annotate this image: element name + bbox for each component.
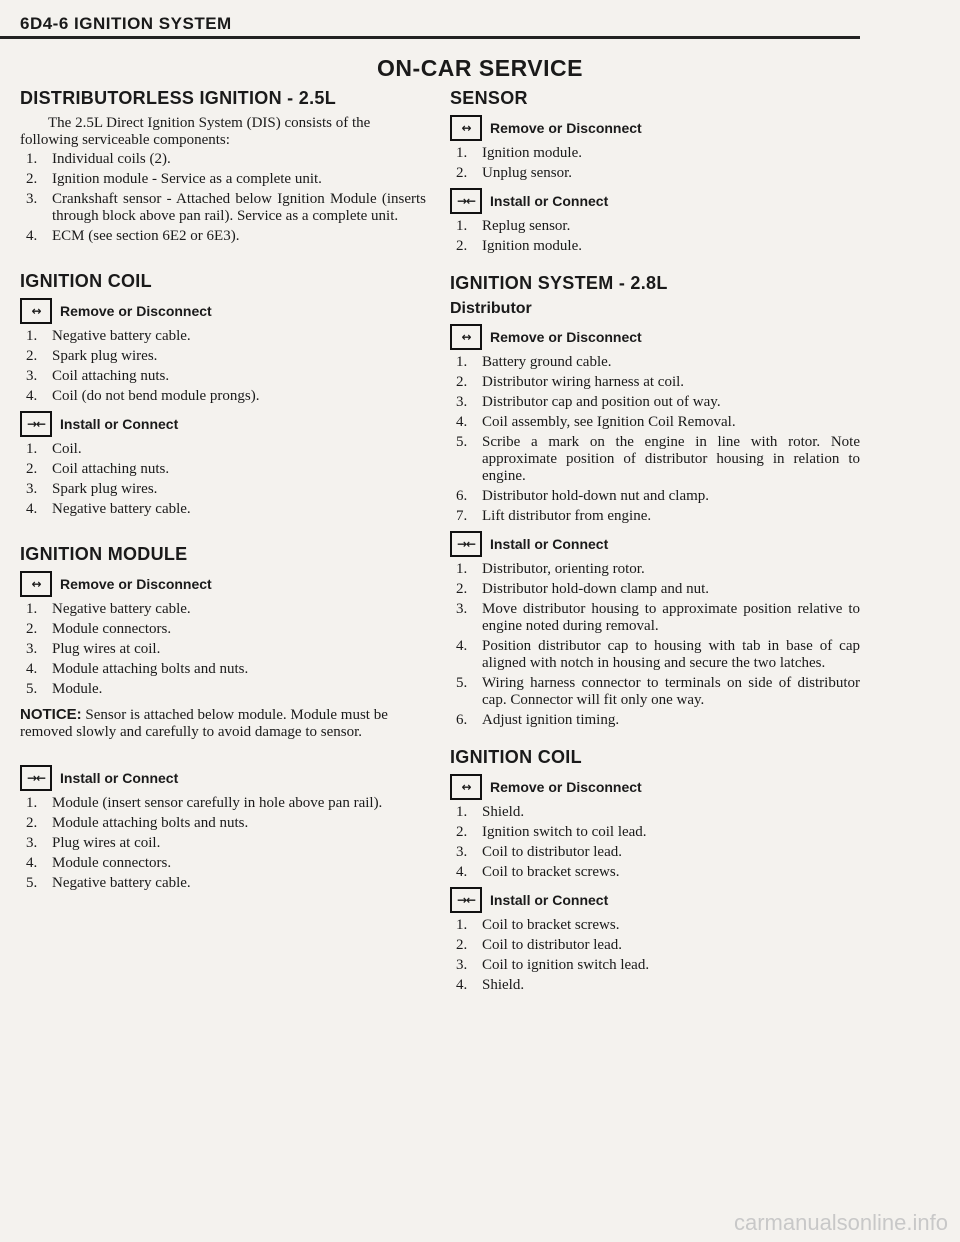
step-number: 1. (456, 145, 468, 161)
step-text: Negative battery cable. (52, 328, 191, 344)
step-text: Negative battery cable. (52, 601, 191, 617)
list-item (20, 501, 426, 518)
step-text: Coil (do not bend module prongs). (52, 388, 260, 404)
remove-label: Remove or Disconnect (60, 576, 212, 592)
step-number: 4. (26, 388, 38, 404)
sensor-section-title: SENSOR (450, 88, 528, 108)
step-number: 2. (26, 815, 38, 831)
step-number: 2. (26, 348, 38, 364)
install-connect-icon: →← (450, 531, 482, 557)
step-number: 1. (456, 917, 468, 933)
list-item (20, 441, 426, 458)
coil-28-remove-steps (450, 804, 860, 881)
list-item (450, 957, 860, 974)
step-text: Lift distributor from engine. (482, 508, 652, 524)
list-item (450, 165, 860, 182)
step-text: Module (insert sensor carefully in hole above pan rail). (52, 795, 383, 811)
step-number: 1. (26, 328, 38, 344)
step-text: Position distributor cap to housing with tab in base of cap aligned with notch in housing and secure the two latches. (482, 638, 860, 671)
distributor-subtitle: Distributor (450, 300, 532, 317)
step-text: Coil to distributor lead. (482, 844, 622, 860)
remove-disconnect-icon: ↔ (20, 298, 52, 324)
step-text: Ignition module. (482, 238, 582, 254)
list-item (20, 461, 426, 478)
step-text: Spark plug wires. (52, 348, 158, 364)
step-number: 4. (26, 501, 38, 517)
step-text: Scribe a mark on the engine in line with rotor. Note approximate position of distributor housing in relation to engine. (482, 434, 860, 484)
install-connect-icon: →← (450, 887, 482, 913)
coil-28-section-title: IGNITION COIL (450, 747, 582, 767)
coil-install-header (20, 411, 426, 437)
remove-label: Remove or Disconnect (490, 120, 642, 136)
list-item (450, 374, 860, 391)
list-item (20, 151, 426, 168)
step-text: Coil assembly, see Ignition Coil Removal. (482, 414, 736, 430)
list-item (450, 977, 860, 994)
step-text: ECM (see section 6E2 or 6E3). (52, 228, 240, 244)
step-text: Distributor hold-down nut and clamp. (482, 488, 710, 504)
step-number: 4. (26, 855, 38, 871)
coil-28-install-header (450, 887, 860, 913)
coil-section-title: IGNITION COIL (20, 271, 152, 291)
notice-text: Sensor is attached below module. Module must be removed slowly and carefully to avoid damage to sensor. (20, 707, 388, 740)
list-item (450, 218, 860, 235)
list-item (450, 488, 860, 505)
step-number: 3. (26, 191, 38, 207)
step-text: Coil to bracket screws. (482, 864, 620, 880)
list-item (450, 804, 860, 821)
step-number: 2. (26, 461, 38, 477)
step-number: 4. (456, 414, 468, 430)
step-number: 4. (26, 228, 38, 244)
list-item (450, 844, 860, 861)
sensor-remove-steps (450, 145, 860, 182)
step-text: Coil attaching nuts. (52, 461, 170, 477)
sensor-remove-header (450, 115, 860, 141)
step-text: Module connectors. (52, 855, 172, 871)
step-number: 1. (456, 804, 468, 820)
remove-label: Remove or Disconnect (490, 329, 642, 345)
remove-label: Remove or Disconnect (490, 779, 642, 795)
list-item (450, 394, 860, 411)
step-text: Coil to distributor lead. (482, 937, 622, 953)
step-text: Coil. (52, 441, 82, 457)
step-number: 2. (26, 171, 38, 187)
remove-label: Remove or Disconnect (60, 303, 212, 319)
install-label: Install or Connect (490, 536, 609, 552)
step-text: Distributor hold-down clamp and nut. (482, 581, 710, 597)
step-text: Battery ground cable. (482, 354, 612, 370)
dis-section-title: DISTRIBUTORLESS IGNITION - 2.5L (20, 88, 336, 108)
step-text: Distributor wiring harness at coil. (482, 374, 685, 390)
list-item (450, 675, 860, 709)
step-number: 2. (456, 374, 468, 390)
notice-label: NOTICE: (20, 706, 82, 723)
step-number: 1. (26, 441, 38, 457)
watermark: carmanualsonline.info (733, 1210, 948, 1235)
step-text: Ignition module. (482, 145, 582, 161)
list-item (450, 917, 860, 934)
list-item (20, 481, 426, 498)
remove-disconnect-icon: ↔ (450, 324, 482, 350)
step-text: Coil to bracket screws. (482, 917, 620, 933)
list-item (450, 581, 860, 598)
list-item (20, 348, 426, 365)
step-text: Plug wires at coil. (52, 835, 161, 851)
header-rule (0, 36, 860, 39)
list-item (20, 228, 426, 245)
step-text: Crankshaft sensor - Attached below Ignition Module (inserts through block above pan rail). Service as a complete unit. (52, 191, 426, 224)
step-number: 3. (26, 481, 38, 497)
list-item (450, 414, 860, 431)
module-remove-steps (20, 601, 426, 698)
step-text: Ignition switch to coil lead. (482, 824, 647, 840)
list-item (20, 795, 426, 812)
list-item (450, 824, 860, 841)
coil-28-remove-header (450, 774, 860, 800)
install-label: Install or Connect (490, 892, 609, 908)
step-text: Spark plug wires. (52, 481, 158, 497)
step-text: Module attaching bolts and nuts. (52, 815, 249, 831)
step-number: 2. (26, 621, 38, 637)
step-number: 5. (26, 875, 38, 891)
list-item (20, 191, 426, 225)
step-number: 4. (26, 661, 38, 677)
step-number: 5. (456, 675, 468, 691)
dis-component-list (20, 151, 426, 245)
step-number: 3. (456, 394, 468, 410)
list-item (450, 712, 860, 729)
list-item (450, 601, 860, 635)
step-number: 1. (456, 218, 468, 234)
step-number: 6. (456, 712, 468, 728)
distributor-remove-header (450, 324, 860, 350)
ignition-28-section-title: IGNITION SYSTEM - 2.8L (450, 273, 668, 293)
step-number: 2. (456, 238, 468, 254)
list-item (450, 561, 860, 578)
step-number: 1. (26, 151, 38, 167)
step-text: Move distributor housing to approximate position relative to engine noted during removal. (482, 601, 860, 634)
step-number: 3. (456, 601, 468, 617)
list-item (450, 145, 860, 162)
step-number: 2. (456, 937, 468, 953)
coil-install-steps (20, 441, 426, 518)
page-header-id: 6D4-6 IGNITION SYSTEM (20, 14, 232, 33)
step-text: Coil attaching nuts. (52, 368, 170, 384)
step-text: Shield. (482, 977, 525, 993)
step-number: 3. (26, 641, 38, 657)
right-column (450, 88, 860, 998)
list-item (20, 368, 426, 385)
list-item (20, 661, 426, 678)
step-number: 1. (26, 795, 38, 811)
left-column (20, 88, 426, 896)
step-number: 5. (456, 434, 468, 450)
remove-disconnect-icon: ↔ (450, 115, 482, 141)
list-item (20, 681, 426, 698)
step-number: 2. (456, 581, 468, 597)
sensor-install-header (450, 188, 860, 214)
install-connect-icon: →← (450, 188, 482, 214)
step-number: 2. (456, 165, 468, 181)
step-text: Shield. (482, 804, 525, 820)
list-item (450, 864, 860, 881)
install-connect-icon: →← (20, 411, 52, 437)
step-text: Adjust ignition timing. (482, 712, 620, 728)
step-number: 1. (456, 561, 468, 577)
list-item (20, 835, 426, 852)
install-connect-icon: →← (20, 765, 52, 791)
install-label: Install or Connect (490, 193, 609, 209)
step-number: 3. (26, 835, 38, 851)
step-text: Module connectors. (52, 621, 172, 637)
module-install-steps (20, 795, 426, 892)
step-text: Ignition module - Service as a complete unit. (52, 171, 322, 187)
step-number: 1. (456, 354, 468, 370)
step-text: Module attaching bolts and nuts. (52, 661, 249, 677)
list-item (20, 388, 426, 405)
step-text: Plug wires at coil. (52, 641, 161, 657)
distributor-install-steps (450, 561, 860, 729)
list-item (20, 641, 426, 658)
step-number: 7. (456, 508, 468, 524)
list-item (450, 238, 860, 255)
list-item (450, 638, 860, 672)
list-item (450, 508, 860, 525)
step-number: 6. (456, 488, 468, 504)
step-number: 2. (456, 824, 468, 840)
module-section-title: IGNITION MODULE (20, 544, 188, 564)
step-number: 5. (26, 681, 38, 697)
dis-intro: The 2.5L Direct Ignition System (DIS) consists of the following serviceable components: (20, 115, 371, 148)
step-text: Module. (52, 681, 103, 697)
step-text: Replug sensor. (482, 218, 571, 234)
step-number: 4. (456, 977, 468, 993)
module-remove-header (20, 571, 426, 597)
step-text: Individual coils (2). (52, 151, 171, 167)
list-item (20, 855, 426, 872)
list-item (20, 875, 426, 892)
step-text: Negative battery cable. (52, 875, 191, 891)
install-label: Install or Connect (60, 770, 179, 786)
distributor-remove-steps (450, 354, 860, 525)
step-text: Negative battery cable. (52, 501, 191, 517)
remove-disconnect-icon: ↔ (450, 774, 482, 800)
step-text: Wiring harness connector to terminals on side of distributor cap. Connector will fit only one way. (482, 675, 860, 708)
list-item (450, 354, 860, 371)
step-text: Distributor, orienting rotor. (482, 561, 645, 577)
list-item (20, 815, 426, 832)
step-number: 4. (456, 864, 468, 880)
page-title: ON-CAR SERVICE (377, 55, 583, 81)
list-item (450, 434, 860, 485)
coil-remove-header (20, 298, 426, 324)
coil-remove-steps (20, 328, 426, 405)
module-install-header (20, 765, 426, 791)
remove-disconnect-icon: ↔ (20, 571, 52, 597)
step-text: Distributor cap and position out of way. (482, 394, 721, 410)
list-item (20, 328, 426, 345)
step-text: Coil to ignition switch lead. (482, 957, 650, 973)
step-number: 3. (456, 844, 468, 860)
list-item (450, 937, 860, 954)
list-item (20, 621, 426, 638)
install-label: Install or Connect (60, 416, 179, 432)
sensor-install-steps (450, 218, 860, 255)
step-number: 1. (26, 601, 38, 617)
step-number: 3. (456, 957, 468, 973)
list-item (20, 601, 426, 618)
module-notice (20, 706, 426, 741)
coil-28-install-steps (450, 917, 860, 994)
distributor-install-header (450, 531, 860, 557)
step-number: 4. (456, 638, 468, 654)
list-item (20, 171, 426, 188)
step-number: 3. (26, 368, 38, 384)
step-text: Unplug sensor. (482, 165, 572, 181)
